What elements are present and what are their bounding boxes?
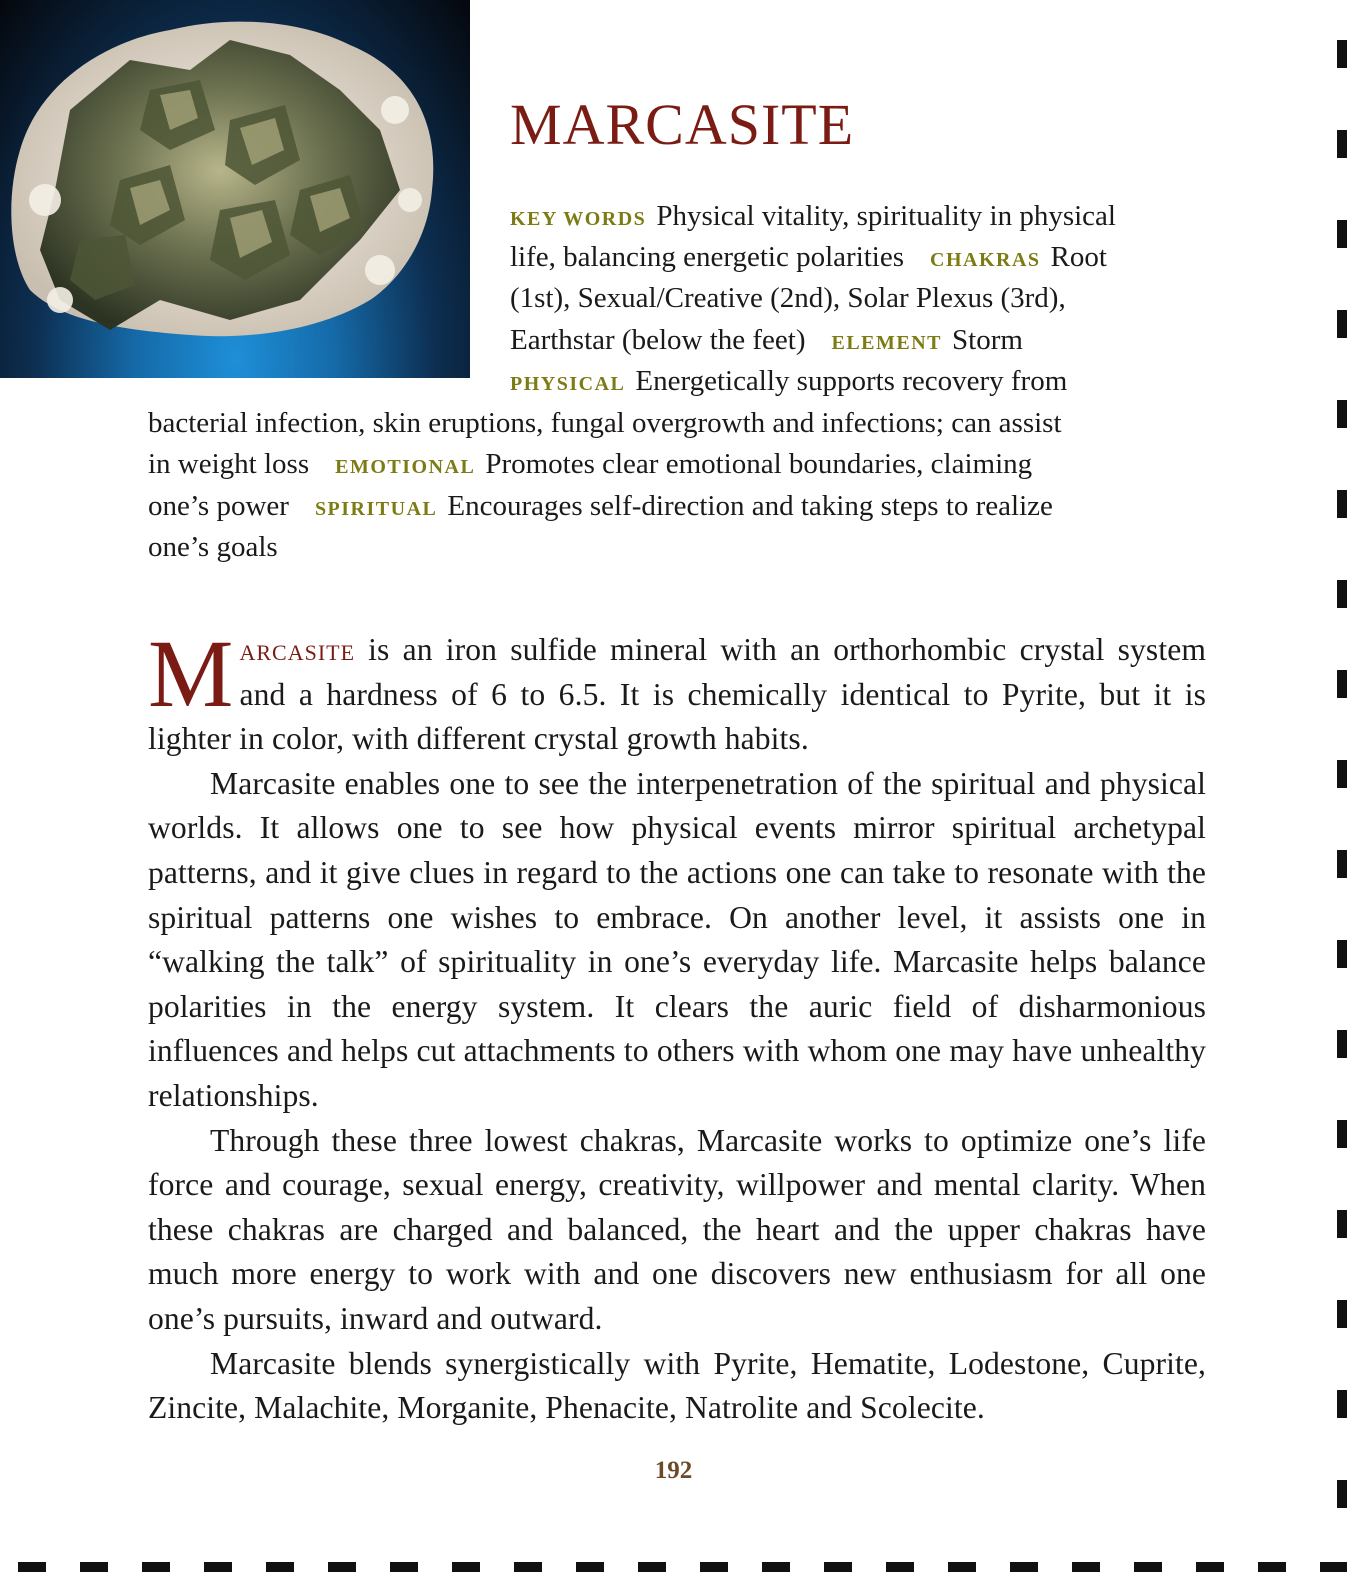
mineral-photo xyxy=(0,0,470,378)
drop-cap: M xyxy=(148,620,234,727)
attribute-line-6 xyxy=(148,403,1062,445)
physical-label: PHYSICAL xyxy=(510,373,626,395)
bottom-scan-edge xyxy=(0,1562,1347,1572)
paragraph-4: Marcasite blends synergistically with Pyrite, Hematite, Lodestone, Cuprite, Zincite, Malachite, Morganite, Phenacite, Natrolite and Scolecite. xyxy=(148,1345,1206,1426)
paragraph-1 xyxy=(148,620,1206,762)
emotional-text: Promotes clear emotional boundaries, claiming xyxy=(485,448,1033,480)
attribute-line-1 xyxy=(510,196,1116,241)
lead-smallcaps: arcasite xyxy=(239,632,356,667)
body-text xyxy=(148,620,1206,1431)
marcasite-specimen-image xyxy=(0,0,470,378)
attribute-line-3 xyxy=(510,278,1066,320)
attribute-line-8 xyxy=(148,486,1053,531)
physical-text-cont: bacterial infection, skin eruptions, fungal overgrowth and infections; can assist xyxy=(148,407,1062,439)
element-value: Storm xyxy=(952,324,1023,356)
physical-text-end: in weight loss xyxy=(148,448,310,480)
attribute-line-9 xyxy=(148,527,278,569)
attribute-line-2 xyxy=(510,237,1107,282)
chakras-text: Root xyxy=(1050,241,1107,273)
chakras-label: CHAKRAS xyxy=(930,249,1041,271)
physical-text: Energetically supports recovery from xyxy=(635,365,1068,397)
paragraph-3: Through these three lowest chakras, Marcasite works to optimize one’s life force and courage, sexual energy, creativity, willpower and mental clarity. When these chakras are charged and balanced, the heart and the upper chakras have much more energy to work with and one discovers new enthusiasm for all one one’s pursuits, inward and outward. xyxy=(148,1122,1206,1336)
paragraph-1-text: is an iron sulfide mineral with an orthorhombic crystal system and a hardness of 6 to 6.5. It is chemically identical to Pyrite, but it is lighter in color, with different crystal growth habits. xyxy=(148,632,1206,757)
chakras-text-end: Earthstar (below the feet) xyxy=(510,324,806,356)
paragraph-2: Marcasite enables one to see the interpenetration of the spiritual and physical worlds. It allows one to see how physical events mirror spiritual archetypal patterns, and it give clues in regard to the actions one can take to resonate with the spiritual patterns one wishes to embrace. On another level, it assists one in “walking the talk” of spirituality in one’s everyday life. Marcasite helps balance polarities in the energy system. It clears the auric field of disharmonious influences and helps cut attachments to others with whom one may have unhealthy relationships. xyxy=(148,765,1206,1113)
attribute-line-5 xyxy=(510,361,1067,406)
attribute-line-7 xyxy=(148,444,1032,489)
chakras-text-cont: (1st), Sexual/Creative (2nd), Solar Plexus (3rd), xyxy=(510,282,1066,314)
key-words-text: Physical vitality, spirituality in physical xyxy=(656,200,1116,232)
key-words-text-cont: life, balancing energetic polarities xyxy=(510,241,905,273)
right-scan-edge xyxy=(1337,0,1347,1572)
emotional-label: EMOTIONAL xyxy=(335,456,476,478)
attribute-line-4 xyxy=(510,320,1023,365)
key-words-label: KEY WORDS xyxy=(510,208,647,230)
page-title: MARCASITE xyxy=(510,92,855,157)
spiritual-label: SPIRITUAL xyxy=(314,498,438,520)
page-number: 192 xyxy=(654,1457,693,1484)
element-label: ELEMENT xyxy=(831,332,943,354)
spiritual-text: Encourages self-direction and taking steps to realize xyxy=(447,490,1053,522)
spiritual-text-end: one’s goals xyxy=(148,531,278,563)
emotional-text-end: one’s power xyxy=(148,490,289,522)
